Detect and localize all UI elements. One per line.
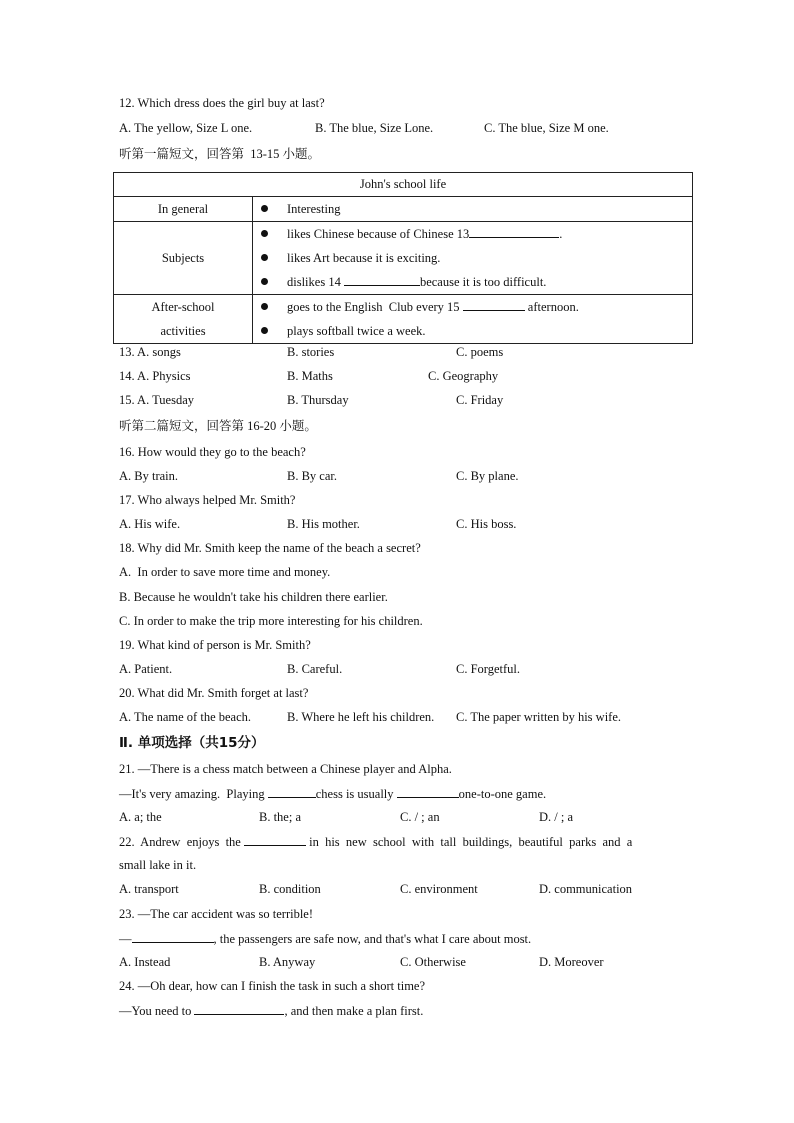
q14-option-b: B. Maths — [287, 369, 333, 383]
q17-option-a: A. His wife. — [119, 517, 181, 531]
q15-option-a: 15. A. Tuesday — [119, 393, 195, 407]
q12-option-b: B. The blue, Size Lone. — [315, 121, 434, 135]
blank — [194, 1002, 284, 1015]
bullet-icon — [261, 205, 268, 212]
blank-13 — [469, 225, 559, 238]
q20-option-b: B. Where he left his children. — [287, 710, 435, 724]
q18-option-c: C. In order to make the trip more interesting for his children. — [119, 614, 423, 628]
bullet-icon — [261, 230, 268, 237]
subjects-label: Subjects — [114, 222, 253, 295]
blank — [268, 785, 316, 798]
question-17: 17. Who always helped Mr. Smith? — [119, 493, 296, 507]
school-life-table — [113, 172, 693, 344]
bullet-icon — [261, 254, 268, 261]
subjects-item-1: likes Chinese because of Chinese 13 . — [253, 222, 692, 246]
q23-option-b: B. Anyway — [259, 955, 316, 969]
q21-option-a: A. a; the — [119, 810, 162, 824]
q19-option-c: C. Forgetful. — [456, 662, 521, 676]
q24-line-1: 24. —Oh dear, how can I finish the task in such a short time? — [119, 979, 426, 993]
general-label: In general — [114, 197, 253, 222]
q16-option-a: A. By train. — [119, 469, 179, 483]
q21-option-b: B. the; a — [259, 810, 302, 824]
q23-option-a: A. Instead — [119, 955, 171, 969]
q22-option-c: C. environment — [400, 882, 478, 896]
q17-option-c: C. His boss. — [456, 517, 517, 531]
q23-option-c: C. Otherwise — [400, 955, 466, 969]
q21-option-d: D. / ; a — [539, 810, 574, 824]
q14-option-c: C. Geography — [428, 369, 499, 383]
q22-option-a: A. transport — [119, 882, 179, 896]
q20-option-a: A. The name of the beach. — [119, 710, 252, 724]
q17-option-b: B. His mother. — [287, 517, 360, 531]
passage1-heading: 听第一篇短文，回答第 13-15 小题。 — [119, 147, 321, 161]
q22-line-1: 22. Andrew enjoys the in his new school with tall buildings, beautiful parks and a — [119, 835, 633, 849]
bullet-icon — [261, 327, 268, 334]
after-school-label: After-school activities — [114, 295, 253, 344]
blank-15 — [463, 298, 525, 311]
bullet-icon — [261, 278, 268, 285]
q22-option-b: B. condition — [259, 882, 321, 896]
general-item: Interesting — [253, 197, 693, 222]
subjects-item-3: dislikes 14 because it is too difficult. — [253, 270, 692, 294]
blank — [132, 930, 214, 943]
q18-option-a: A. In order to save more time and money. — [119, 565, 331, 579]
q16-option-c: C. By plane. — [456, 469, 519, 483]
blank-14 — [344, 273, 420, 286]
q23-line-2: — , the passengers are safe now, and that's what I care about most. — [119, 932, 532, 946]
after-school-item-1: goes to the English Club every 15 afternoon. — [253, 295, 692, 319]
q14-option-a: 14. A. Physics — [119, 369, 191, 383]
question-12: 12. Which dress does the girl buy at last? — [119, 96, 325, 110]
q12-option-c: C. The blue, Size M one. — [484, 121, 609, 135]
bullet-icon — [261, 303, 268, 310]
q24-line-2: —You need to , and then make a plan first. — [119, 1004, 424, 1018]
after-school-item-2: plays softball twice a week. — [253, 319, 692, 343]
question-16: 16. How would they go to the beach? — [119, 445, 306, 459]
q12-option-a: A. The yellow, Size L one. — [119, 121, 253, 135]
q21-option-c: C. / ; an — [400, 810, 440, 824]
question-18: 18. Why did Mr. Smith keep the name of the beach a secret? — [119, 541, 421, 555]
q18-option-b: B. Because he wouldn't take his children there earlier. — [119, 590, 388, 604]
q20-option-c: C. The paper written by his wife. — [456, 710, 622, 724]
subjects-item-2: likes Art because it is exciting. — [253, 246, 692, 270]
q23-line-1: 23. —The car accident was so terrible! — [119, 907, 314, 921]
q22-line-2: small lake in it. — [119, 858, 197, 872]
q22-option-d: D. communication — [539, 882, 633, 896]
q13-option-c: C. poems — [456, 345, 504, 359]
q16-option-b: B. By car. — [287, 469, 337, 483]
q19-option-a: A. Patient. — [119, 662, 173, 676]
q21-line-1: 21. —There is a chess match between a Chinese player and Alpha. — [119, 762, 452, 776]
passage2-heading: 听第二篇短文，回答第 16-20 小题。 — [119, 419, 317, 433]
q13-option-b: B. stories — [287, 345, 335, 359]
q13-option-a: 13. A. songs — [119, 345, 181, 359]
section-2-heading: Ⅱ. 单项选择（共15分） — [119, 735, 265, 751]
q23-option-d: D. Moreover — [539, 955, 604, 969]
q15-option-c: C. Friday — [456, 393, 504, 407]
question-20: 20. What did Mr. Smith forget at last? — [119, 686, 309, 700]
blank — [397, 785, 459, 798]
q21-line-2: —It's very amazing. Playing chess is usually one-to-one game. — [119, 787, 547, 801]
question-19: 19. What kind of person is Mr. Smith? — [119, 638, 311, 652]
blank — [244, 833, 306, 846]
table-caption: John's school life — [114, 173, 693, 197]
q15-option-b: B. Thursday — [287, 393, 349, 407]
q19-option-b: B. Careful. — [287, 662, 343, 676]
